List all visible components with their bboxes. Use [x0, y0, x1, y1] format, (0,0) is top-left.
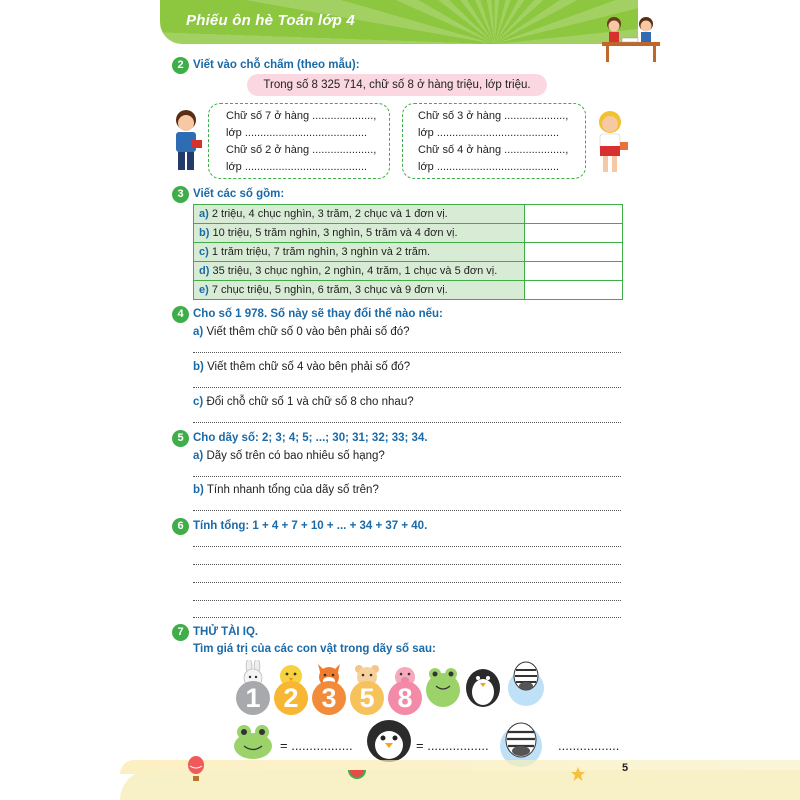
sub-text: Viết thêm chữ số 4 vào bên phải số đó?	[207, 361, 411, 373]
sample-sentence: Trong số 8 325 714, chữ số 8 ở hàng triệu, lớp triệu.	[247, 74, 547, 96]
sub-label: b)	[193, 361, 204, 373]
page-number: 5	[622, 762, 629, 774]
row-label: a)	[199, 208, 209, 220]
question-7-title: THỬ TÀI IQ.	[193, 626, 259, 638]
answer-dotted-line[interactable]	[193, 600, 621, 601]
row-text: 10 triệu, 5 trăm nghìn, 3 nghìn, 5 trăm và 4 đơn vị.	[212, 227, 458, 239]
sequence-circle: 1	[236, 681, 270, 715]
sequence-circle: 2	[274, 681, 308, 715]
answer-line[interactable]: Chữ số 4 ở hàng ....................,	[418, 144, 569, 156]
frog-answer[interactable]: = .................	[280, 738, 353, 753]
sequence-circle: 8	[388, 681, 422, 715]
table-row	[194, 281, 623, 300]
answer-cell[interactable]	[525, 224, 623, 243]
answer-line[interactable]: lớp ........................................	[226, 161, 368, 173]
answer-line[interactable]: lớp ........................................	[418, 161, 560, 173]
row-text: 35 triệu, 3 chục nghìn, 2 nghìn, 4 trăm, 1 chục và 5 đơn vị.	[212, 265, 498, 277]
table-row	[194, 205, 623, 224]
sequence-circle: 5	[350, 681, 384, 715]
answer-dotted-line[interactable]	[193, 617, 621, 618]
table-row	[194, 224, 623, 243]
answer-dotted-line[interactable]	[193, 510, 621, 511]
sequence-circle: 3	[312, 681, 346, 715]
question-5b	[193, 484, 379, 496]
answer-dotted-line[interactable]	[193, 546, 621, 547]
row-label: d)	[199, 265, 210, 277]
zebra-icon	[506, 656, 546, 708]
sub-label: a)	[193, 450, 204, 462]
question-number-4: 4	[172, 306, 189, 323]
answer-line[interactable]: Chữ số 7 ở hàng ....................,	[226, 110, 377, 122]
question-number-6: 6	[172, 518, 189, 535]
question-5a	[193, 450, 385, 462]
zebra-answer[interactable]: .................	[558, 738, 620, 753]
answer-line[interactable]: Chữ số 3 ở hàng ....................,	[418, 110, 569, 122]
page-title: Phiếu ôn hè Toán lớp 4	[186, 12, 355, 29]
question-number-7: 7	[172, 624, 189, 641]
q3-table	[193, 204, 623, 300]
row-text: 7 chục triệu, 5 nghìn, 6 trăm, 3 chục và 9 đơn vị.	[211, 284, 448, 296]
frog-icon	[232, 722, 274, 760]
star-icon	[570, 766, 586, 782]
penguin-answer[interactable]: = .................	[416, 738, 489, 753]
question-number-3: 3	[172, 186, 189, 203]
answer-dotted-line[interactable]	[193, 352, 621, 353]
answer-cell[interactable]	[525, 205, 623, 224]
answer-cell[interactable]	[525, 281, 623, 300]
answer-dotted-line[interactable]	[193, 476, 621, 477]
frog-icon	[424, 662, 462, 708]
sub-text: Dãy số trên có bao nhiêu số hạng?	[206, 450, 385, 462]
girl-student-illustration	[590, 108, 630, 174]
question-4c	[193, 396, 414, 408]
answer-line[interactable]: lớp ........................................	[418, 127, 560, 139]
answer-line[interactable]: lớp ........................................	[226, 127, 368, 139]
sub-text: Đổi chỗ chữ số 1 và chữ số 8 cho nhau?	[206, 396, 414, 408]
penguin-icon	[464, 660, 502, 708]
row-label: e)	[199, 284, 209, 296]
answer-line[interactable]: Chữ số 2 ở hàng ....................,	[226, 144, 377, 156]
question-7-subtitle: Tìm giá trị của các con vật trong dãy số sau:	[193, 643, 436, 655]
sub-text: Tính nhanh tổng của dãy số trên?	[206, 484, 379, 496]
question-number-2: 2	[172, 57, 189, 74]
answer-dotted-line[interactable]	[193, 422, 621, 423]
question-4a	[193, 326, 410, 338]
question-5-title: Cho dãy số: 2; 3; 4; 5; ...; 30; 31; 32; 33; 34.	[193, 432, 428, 444]
answer-dotted-line[interactable]	[193, 387, 621, 388]
sub-label: b)	[193, 484, 204, 496]
question-6-title: Tính tổng: 1 + 4 + 7 + 10 + ... + 34 + 37 + 40.	[193, 520, 428, 532]
question-4-title: Cho số 1 978. Số này sẽ thay đổi thế nào nếu:	[193, 308, 443, 320]
students-desk-illustration	[600, 14, 662, 64]
penguin-icon	[366, 718, 412, 764]
row-label: b)	[199, 227, 210, 239]
question-3-title: Viết các số gồm:	[193, 188, 285, 200]
question-2-title: Viết vào chỗ chấm (theo mẫu):	[193, 59, 360, 71]
answer-cell[interactable]	[525, 262, 623, 281]
hot-air-balloon-icon	[186, 756, 206, 782]
question-4b	[193, 361, 410, 373]
row-text: 2 triệu, 4 chục nghìn, 3 trăm, 2 chục và 1 đơn vị.	[211, 208, 448, 220]
watermelon-icon	[348, 768, 366, 782]
boy-student-illustration	[166, 108, 206, 174]
sub-text: Viết thêm chữ số 0 vào bên phải số đó?	[206, 326, 410, 338]
row-label: c)	[199, 246, 209, 258]
sub-label: a)	[193, 326, 204, 338]
row-text: 1 trăm triệu, 7 trăm nghìn, 3 nghìn và 2 trăm.	[211, 246, 431, 258]
question-number-5: 5	[172, 430, 189, 447]
table-row	[194, 243, 623, 262]
answer-cell[interactable]	[525, 243, 623, 262]
answer-dotted-line[interactable]	[193, 564, 621, 565]
sub-label: c)	[193, 396, 204, 408]
answer-dotted-line[interactable]	[193, 582, 621, 583]
table-row	[194, 262, 623, 281]
footer-decoration	[120, 770, 800, 800]
